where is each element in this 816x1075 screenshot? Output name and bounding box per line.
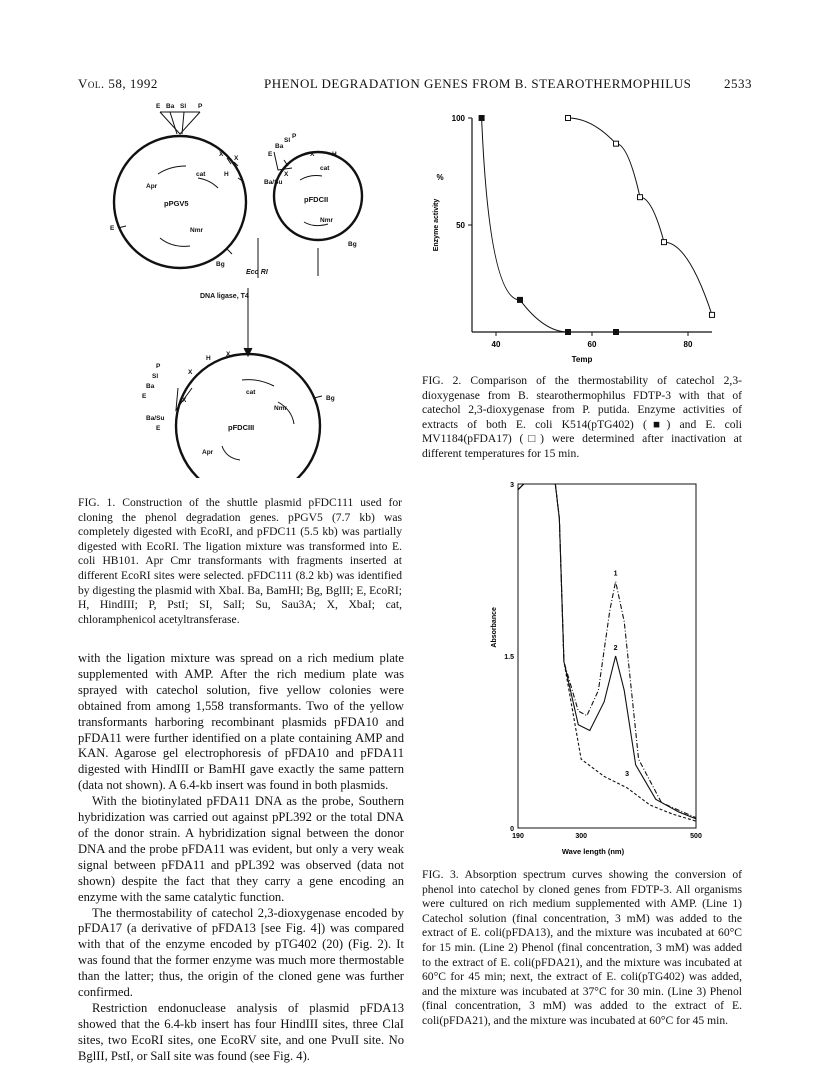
site-sl-2: Sl: [284, 137, 291, 144]
fig1-caption: FIG. 1. Construction of the shuttle plasmid pFDC111 used for cloning the phenol degradation genes. pPGV5 (7.7 kb) was completely digested with EcoRI, and pFDC11 (5.5 kb) was partially digested with EcoRI. The ligation mixture was transformed into E. coli HB101. Apr Cmr transformants with fragments inserted at different EcoRI sites were selected. pFDC111 (8.2 kb) was identified by digesting the plasmid with XbaI. Ba, BamHI; Bg, BglII; E, EcoRI; H, HindIII; P, PstI; SI, SalI; Su, Sau3A; X, XbaI; cat, chloramphenicol acetyltransferase.: [78, 496, 402, 626]
paragraph: with the ligation mixture was spread on a rich medium plate supplemented with AMP. After the rich medium plate was sprayed with catechol solution, five yellow colonies were obtained from among 1,558 transformants. Two of the yellow transformants harboring recombinant plasmids pFDA10 and pFDA11 were further identified on a plate containing AMP and KAN. Agarose gel electrophoresis of pFDA10 and pFDA11 digested with HindIII or BamHI gave exactly the same pattern (data not shown). A 6.4-kb insert was found in both plasmids.: [78, 651, 404, 793]
paragraph: With the biotinylated pFDA11 DNA as the probe, Southern hybridization was carried out against pPL392 or the total DNA of the donor strain. A hybridization signal between the donor DNA and the probe pFDA11 was evident, but only a very weak signal between pFDA11 and pPL392 was observed (data not shown) despite the fact that they carry a gene encoding an enzyme with the same catalytic function.: [78, 794, 404, 904]
data-point: [479, 116, 484, 121]
page-number: 2533: [724, 76, 752, 91]
data-point: [614, 330, 619, 335]
step-eco-ri: Eco RI: [246, 269, 268, 276]
site-ba: Ba: [166, 103, 175, 110]
spectrum-line: [518, 484, 696, 821]
x-tick-label: 40: [491, 340, 501, 349]
gene-apr: Apr: [146, 183, 158, 190]
y-axis-label: Enzyme activity: [433, 198, 440, 252]
site-e-3: E: [268, 151, 273, 158]
series-label: 2: [613, 645, 618, 652]
series-line: [482, 118, 616, 332]
y-tick-label: 1.5: [504, 654, 514, 661]
site-e: E: [156, 103, 161, 110]
x-axis-label: Wave length (nm): [561, 847, 625, 856]
paragraph: The thermostability of catechol 2,3-dioxygenase encoded by pFDA17 (a derivative of pFDA13 [see Fig. 4]) was compared with that of the enzyme encoded by pTG402 (20) (Fig. 2). It was found that the former enzyme was much more thermostable than the latter; thus, the origin of the cloned gene was further confirmed.: [78, 905, 404, 1000]
site-p-2: P: [292, 133, 297, 140]
site-x-3: X: [310, 151, 315, 158]
site-e-2: E: [110, 225, 115, 232]
y-tick-label: 3: [510, 482, 514, 489]
gene-cat-3: cat: [246, 389, 256, 396]
running-header-title: PHENOL DEGRADATION GENES FROM B. STEAROTHERMOPHILUS: [264, 76, 692, 91]
plasmid-pfdciii: [176, 354, 320, 478]
spectrum-line: [518, 484, 696, 819]
x-tick-label: 500: [690, 833, 702, 840]
x-tick-label: 60: [587, 340, 597, 349]
site-e-5: E: [156, 425, 161, 432]
site-bg: Bg: [216, 261, 225, 268]
gene-cat: cat: [196, 171, 206, 178]
series-label: 3: [625, 771, 630, 779]
y-axis-unit: %: [436, 173, 444, 182]
data-point: [566, 116, 571, 121]
data-point: [566, 330, 571, 335]
data-point: [518, 297, 523, 302]
paragraph: Restriction endonuclease analysis of plasmid pFDA13 showed that the 6.4-kb insert has four HindIII sites, three ClaI sites, two EcoRI sites, one EcoRV site, and one PvuII site. No BglII, PstI, or SalI site was found (see Fig. 4).: [78, 1000, 404, 1063]
site-x-2: X: [234, 155, 239, 162]
data-point: [710, 312, 715, 317]
series-line: [568, 118, 712, 315]
fig3-caption: FIG. 3. Absorption spectrum curves showing the conversion of phenol into catechol by cloned genes from FDTP-3. All organisms were cultured on rich medium supplemented with AMP. (Line 1) Catechol solution (final concentration, 3 mM) was added to the extract of E. coli(pFDA13), and the mixture was incubated at 60°C for 15 min. (Line 2) Phenol (final concentration, 3 mM) was added to the extract of E. coli(pFDA21), and the mixture was incubated at 60°C for 45 min; next, the extract of E. coli(pTG402) was added, and the mixture was incubated at 37°C for 30 min. (Line 3) Phenol (final concentration, 3 mM) was added to the extract of E. coli(pFDA21), and the mixture was incubated at 60°C for 45 min.: [422, 868, 742, 1027]
site-p: P: [198, 103, 203, 110]
site-ba-2: Ba: [275, 143, 284, 150]
site-basu: Ba/Su: [264, 179, 283, 186]
data-point: [614, 141, 619, 146]
site-h-3: H: [206, 355, 211, 362]
y-axis-label: Absorbance: [491, 607, 498, 648]
body-text: [78, 651, 404, 1065]
plasmid-label-ppgv5: pPGV5: [164, 199, 189, 208]
y-tick-label: 100: [451, 114, 465, 123]
site-sl-3: Sl: [152, 373, 159, 380]
gene-cat-2: cat: [320, 165, 330, 172]
y-tick-label: 0: [510, 826, 514, 833]
fig3-chart: [484, 478, 714, 864]
gene-apr-2: Apr: [202, 449, 214, 456]
site-sl: Sl: [180, 103, 187, 110]
site-e-4: E: [142, 393, 147, 400]
fig1-diagram: [98, 98, 398, 478]
x-tick-label: 190: [512, 833, 524, 840]
plasmid-label-pfdciii: pFDCIII: [228, 423, 255, 432]
site-ba-3: Ba: [146, 383, 155, 390]
spectrum-line: [518, 484, 696, 818]
fig2-chart: [420, 106, 740, 366]
data-point: [662, 240, 667, 245]
site-basu-2: Ba/Su: [146, 415, 165, 422]
site-x-7: X: [182, 397, 187, 404]
x-tick-label: 300: [575, 833, 588, 840]
plasmid-label-pfdcii: pFDCII: [304, 195, 329, 204]
plot-frame: [518, 484, 696, 828]
site-bg-2: Bg: [348, 241, 357, 248]
fig2-caption: FIG. 2. Comparison of the thermostability of catechol 2,3-dioxygenase from B. stearothermophilus FDTP-3 with that of catechol 2,3-dioxygenase from P. putida. Enzyme activities of extracts of both E. coli K514(pTG402) (■) and E. coli MV1184(pFDA17) (□) were determined after inactivation at different temperatures for 15 min.: [422, 374, 742, 460]
site-h-2: H: [332, 151, 337, 158]
running-header-volume: Vol. 58, 1992: [78, 76, 158, 91]
series-label: 1: [613, 570, 618, 578]
step-dna-ligase: DNA ligase, T4: [200, 293, 249, 300]
x-tick-label: 80: [683, 340, 693, 349]
gene-nmr-3: Nmr: [274, 405, 288, 412]
site-x-6: X: [188, 369, 193, 376]
y-tick-label: 50: [456, 221, 465, 230]
gene-nmr-2: Nmr: [320, 217, 334, 224]
site-bg-3: Bg: [326, 395, 335, 402]
site-x-4: X: [284, 171, 289, 178]
site-x-5: X: [226, 351, 231, 358]
gene-nmr: Nmr: [190, 227, 204, 234]
x-axis-label: Temp: [571, 355, 593, 364]
site-x: X: [219, 151, 224, 158]
site-h: H: [224, 171, 229, 178]
site-p-3: P: [156, 363, 161, 370]
data-point: [638, 195, 643, 200]
